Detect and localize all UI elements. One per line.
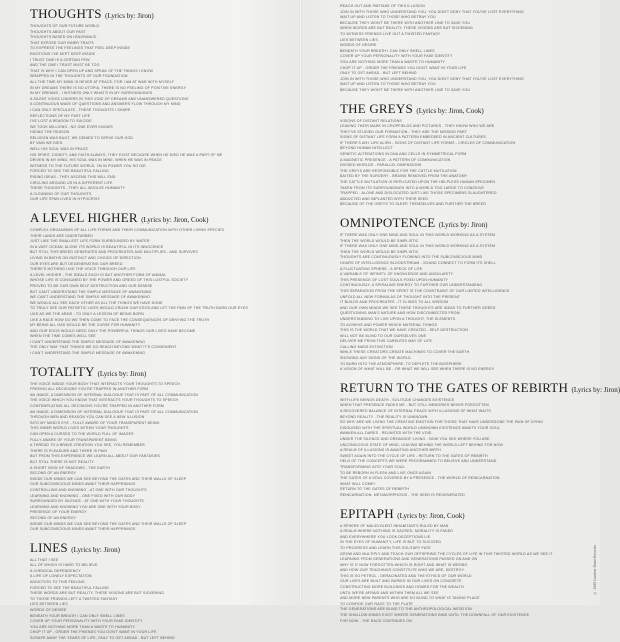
lyric-line: CAN OPEN A CURSED TO THE WORLD FULL OF IMAGES [30,432,292,438]
lyric-line: TO BE REBORN IN FLESH AND LIVE ONCE AGAIN [340,471,580,477]
lyric-line: PROVED TO BE OUR OWN SELF DESTRUCTION AND OUR DEMISE [30,284,292,290]
left-column [30,4,292,602]
lyric-line: WORDS OF DESIRE [340,43,580,49]
lyric-line: CONTEMPLATING ALL DECISIONS YOU'RE TRAPPED IN ANOTHER FORM [30,404,292,410]
lyric-line: LEARNING AND KNOWING - ONE FIXED WITH OUR BODY [30,494,292,500]
lyric-line: AWAKEN ALL DARES - REUNITED WITH THE VOID [340,431,580,437]
lyric-line: INSIDE OUR MINDS WE CAN SEE BEYOND THE GATES AND THEIR WALLS OF SLEEP [30,477,292,483]
lyric-line: BENEATH YOUR BREATH I CAN ONLY SMELL LINES [30,614,292,620]
lyric-line: BECAUSE THEY WON'T BE THERE WITH ANOTHER LINE TO SAVE YOU [340,88,580,94]
lyric-line: WAIT UP AND LISTEN TO THOSE WHO BETRAY YOU [340,82,580,88]
lyric-line: AND HOW OUR TEACHINGS CONSTITUTE WHO WE ARE, DESTROY [340,568,580,574]
lyric-line: FOR NOW - THE RACE CONTINUES ON [340,619,580,625]
lyric-line: A REALM OF ILLUSIONS IS AWAITING ANOTHER BIRTH [340,448,580,454]
lyric-line: ALL THAT I SEE [30,558,292,564]
lyric-line: THEY'VE STUDIED OUR FORMATION - THEY ARE THE MISSING PART [340,130,580,136]
lyric-line: I'VE LOST A REASON TO SUICIDE [30,119,292,125]
lyric-line: A CHEMICAL DEPENDENCY [30,569,292,575]
lyric-line: FULLY AWARE OF YOUR TRANSPARENT BEING [30,438,292,444]
lyric-line: THIS SEPARATION FROM THE SPIRIT IS THE CONSTRAINT OF OUR LIMITED INTELLIGENCE [340,289,580,295]
lyric-line: THE VOICE INSIDE YOUR BODY THAT INTERACTS YOUR THOUGHTS TO SPEECH [30,382,292,388]
lyric-line: A CLEANING OF OUR THOUGHTS [30,192,292,198]
lyric-line: YOU ARE NOTHING MORE THAN A WASTE TO HUMANITY [30,625,292,631]
lyric-line: WE WOULD ALL SEE EACH OTHER AS ALL THE THINGS WE HAVE DONE [30,301,292,307]
lyric-line: TO CONFIDE OUR RACE TO THE PLATE [340,602,580,608]
copyright-note: © 1995 Nuclear Blast Records [593,545,597,595]
lyric-line: THOUGHTS OF OUR FUTURE WORLD [30,24,292,30]
lyric-line: GROW AND MULTIPLY AND TEACH OUR OFFSPRING THE CYCLES OF LIFE IN THIS TWISTED WORLD AS WE SEE IT [340,552,580,558]
lyric-line: SECOND OF AN ENERGY [30,516,292,522]
lyric-line: A LIFE OF LONELY EXPECTATION [30,574,292,580]
lyric-line: A LEVEL HIGHER - THE IDEALS EACH IS BUT ANOTHER FORM OF ANIMAL [30,273,292,279]
lyric-line: COVER UP YOUR PERSONALITY WITH YOUR FAKE IDENTITY [340,54,580,60]
lyric-line: I CAN'T UNDERSTAND THE SIMPLE MESSAGE OF AWAKENING [30,351,292,357]
lyric-line: AND OUR OWN MINDS WE SEE THESE THOUGHTS ARE IDEAS TO FURTHER GREED [340,306,580,312]
lyric-line: THROUGH MEN AND REASON YOU CAN SEE A NEW ILLUSION [30,415,292,421]
song-title-text: A LEVEL HIGHER [30,210,138,225]
song-title-text: EPITAPH [340,506,394,521]
lyric-line: FORCED TO SEE THE BEAUTIFUL FALLING [30,586,292,592]
lyric-line: SCRAPE AWAY THE YEARS OF LIFE, ONLY TO GET AHEAD - BUT LEFT BEHIND [30,636,292,642]
lyric-line: LIES BETWEEN LIES [340,38,580,44]
lyric-line: WE TOOK MILLIONS - NO ONE EVER KNOWS [30,125,292,131]
lyric-line: REACH OUT AND PARTAKE OF THIS ILLUSION [340,4,580,10]
lyric-line: THOUGHTS BASED ON IGNORANCE [30,35,292,41]
lyric-line: GENETIC ALTERATIONS IN DNA AND CELLS IN SYMMETRICAL FORM [340,152,580,158]
lyric-line: LIKE A RACE HOW DO WE THEN COME TO FACE THE CONSEQUENCES OF DENYING THE TRUTH [30,318,292,324]
lyric-line: LIES BETWEEN LIES [30,602,292,608]
lyrics-body [340,524,580,625]
lyric-line: YOU ARE NOTHING MORE THAN A WASTE TO HUMANITY [340,60,580,66]
lyric-line: WITNESS TO THE FUTURE WORLD, I'M IN POWER YOU SO DIE [30,164,292,170]
lyric-line: OUR SUBCONSCIOUS MINDS AWAIT THEIR HAPPENINGS [30,527,292,533]
lyric-line: LEAVING THEIR MARK IN CROPFIELDS AND PICTURES - THEY KNOW WHO WE ARE [340,124,580,130]
lyric-line: I CAN'T UNDERSTAND THE SIMPLE MESSAGE OF AWAKENING [30,340,292,346]
lyric-line: TO EXPRESS THE FEELINGS THAT FEEL DEEP INSIDE [30,46,292,52]
lyric-line: THAT EXPOSE OUR INNER TRAITS [30,41,292,47]
lyric-line: THERE IS PLEASURE AND THERE IS PAIN [30,449,292,455]
lyric-line: FORCED TO SEE THE BEAUTIFUL FALLING [30,169,292,175]
lyric-line: IF THERE WAS ONLY ONE MIND AND SOUL IN THIS WORLD WORKING AS A SYSTEM [340,244,580,250]
lyric-line: CONTROLLING AND KNOWING - AT ONE WITH OUR THOUGHTS [30,488,292,494]
lyric-line: VISIONS OF DISTANT RELATIONS [340,119,580,125]
lyric-line: THE GREYS ARE RESPONSIBLE FOR THE CATTLE MUTILATION [340,169,580,175]
lyric-line: DISGUISED WITH THE SPIRITUAL WORLD UNKNOWN EXISTENCE AWAITS YOUR SOUL [340,426,580,432]
lyric-line: BENEATH YOUR BREATH I CAN ONLY SMELL LINES [340,49,580,55]
lyrics-body [340,233,580,373]
lyric-line: UNCONSCIOUS STATE OF MIND, LEAVING BEHIND THE WORLD LEFT BEHIND FOR NOW [340,443,580,449]
lyric-line: FREEING ALL DECISIONS YOU'RE TRAPPED IN ANOTHER FORM [30,387,292,393]
lyric-line: CIRCLING AROUND US IN A DIFFERENT LIFE [30,181,292,187]
lyrics-body [340,119,580,209]
lyric-line: COMPLEX ORGANISMS OF ALL LIFE FORMS AND THEIR COMMUNICATION WITH OTHER LIVING SPECIES [30,228,292,234]
lyric-line: ADDICTION TO THIS FEELING [30,580,292,586]
lyric-line: THESE THOUGHTS - THEY ALL INVOLVE HUMANITY [30,186,292,192]
song-title [30,210,292,226]
right-column [340,4,580,602]
lyric-line: SIGNS OF DISTANT LIFE FORM A PATTERN EMBEDDED IN ANCIENT CULTURES [340,135,580,141]
song-credit: (Lyrics by: Jiron) [572,386,620,394]
lyrics-body [30,558,292,642]
song-credit: (Lyrics by: Jiron) [439,221,488,229]
lyric-line: THEN THE WORLD WOULD BE SIMPLISTIC [340,239,580,245]
lyric-line: TAKEN FROM ITS SURROUNDINGS INTO A WORLD TOO LARGE TO CONCEIVE [340,186,580,192]
lyric-line: DELIVER ME FROM THIS CARELESS WAY OF LIFE [340,339,580,345]
lyric-line: AND EVERYWHERE YOU LOOK DECEPTIONS LIE [340,535,580,541]
lyric-line: IF THERE WAS ONLY ONE MIND AND SOUL IN THIS WORLD WORKING AS A SYSTEM [340,233,580,239]
lyric-line: SWEET AGAIN INTO THE CYCLE OF LIFE - RETURN TO THE GATES OF REBIRTH [340,454,580,460]
song-credit: (Lyrics by: Jiron, Cook) [416,107,483,115]
lyrics-body [30,228,292,357]
lyric-line: HELD OF THE CONCEPTS WE WERE PROGRAMMED TO BELIEVE AND UNDERSTAND [340,459,580,465]
lyric-line: WE CAN'T UNDERSTAND THE SIMPLE MESSAGE OF AWAKENING [30,295,292,301]
lyric-line: TO ACHIEVE AND POWER WHICH MATERIAL THINGS [340,323,580,329]
song-title [340,506,580,522]
song-block [340,215,580,373]
lyric-line: AN IMAGE, A DIMENSION OF INTERNAL DIALOGUE THAT IS PART OF ALL COMMUNICATION [30,393,292,399]
lyric-line: UNDER THE SILENCE AND DREAMSOF LIVING - NOW YOU SEE WHERE YOU ARE [340,437,580,443]
lyric-line: THIS PRESENCE OF LOST SOULS FIXED UPON HUMANITY [340,278,580,284]
lyric-line: I TRUST ONE IS A CERTAIN FEW [30,58,292,64]
song-credit: (Lyrics by: Jiron) [105,12,154,20]
song-credit: (Lyrics by: Jiron, Cook) [141,216,208,224]
song-title-text: OMNIPOTENCE [340,215,435,230]
lyrics-body [340,4,580,94]
song-title [30,6,292,22]
lyric-line: UNFOLD ALL NEW FORMULAS OF THOUGHT INTO THE PRESENT [340,295,580,301]
lyric-line: IN MY DREAMS - I WITNESS ONLY WHAT'S IN MY SURROUNDINGS [30,91,292,97]
lyric-line: IN A VAST OCEAN, ALONE ITS WORLD IS BEAUTIFUL IN ITS INNOCENCE [30,245,292,251]
lyric-line: THIS INNER WORLD LIVES WITHIN YOUR THOUGHTS [30,426,292,432]
lyric-line: ABDUCTED AND IMPLANTED WITH THEIR SEED [340,197,580,203]
lyric-line: MY BEING ALL HAS WOULD BE THE CURSE FOR HUMANITY [30,323,292,329]
lyric-line: PRESENCE OF YOUR ENERGY [30,510,292,516]
lyric-line: BUT STILL THERE IS NOT REALITY [30,460,292,466]
lyric-line: A THREAD TO A BRAVE CREATION YOU SEE, YOU REMEMBER [30,443,292,449]
lyric-line: LEARNING FROM GENERATIONS AND GENERATIONS PASSED ON AND ON [340,557,580,563]
song-title [340,215,580,231]
lyric-line: THIS IS SO PETROL - DERACINATED AND THE ETHICS OF OUR WORLD [340,574,580,580]
song-title-text: THE GREYS [340,101,413,116]
lyric-line: BY VAIN WE DIED [30,141,292,147]
lyric-line: WAIT UP AND LISTEN TO THOSE WHO BETRAY YOU [340,15,580,21]
lyric-line: CHOP IT UP - ORDER THE FRIENDS YOU DON'T WANT IN YOUR LIFE [30,630,292,636]
lyric-line: BECAUSE THEY WON'T BE THERE WITH ANOTHER LINE TO SAVE YOU [340,21,580,27]
lyric-line: TO TRULY SEE OUR PATHETIC LIVES WOULD CRUSH OUR EGOS AND LET THE PAIN OF THE TRUTH BURN OUR EYES [30,306,292,312]
song-credit: (Lyrics by: Jiron) [98,370,147,378]
lyric-line: WRAPPED IN THE THOUGHTS OF OUR FOUNDATION [30,74,292,80]
lyric-line: WORDS OF DESIRE [30,608,292,614]
lyric-line: AND OUR EGOS WOULD NEED ONLY THE POWERFUL THINGS OUR LIVES HAVE BECOME [30,329,292,335]
lyric-line: THERE'S NOTHING LIKE THE VOICE THROUGH OUR LIFE [30,267,292,273]
lyric-line: TO WITNESS FRIENDS LIVE OUT A TWISTED FANTASY [340,32,580,38]
lyrics-body [30,24,292,203]
lyric-line: TO THOSE FRIENDS LEFT A TWISTED FANTASY [30,597,292,603]
lyric-line: THE SHALLOW MINDS EXIST WHERE GENERATIONS BIND UNTIL THE DOWNFALL OF OUR EXISTENCE [340,613,580,619]
lyric-line: CHOP IT UP - ORDER THE FRIENDS YOU DON'T WANT IN YOUR LIFE [340,66,580,72]
lyric-line: TRAPPED - ALONE AND DISLOCATED JUST LIKE THOSE SPECIMENS SLAUGHTERED [340,191,580,197]
lyric-line: A RECOVERED BALANCE OF INTERNAL PEACE WITH ILLUSIONS OF WHAT WAITS [340,409,580,415]
lyric-line: ALL THE TIME MY MIND IS NEVER AT PEACE, FOR I AM AT WAR WITH MYSELF [30,80,292,86]
lyric-line: UNTIL WE'RE AFRAID AND WITHIN THEM ALL WE SEE [340,591,580,597]
lyric-line: AND MORE NEW PARENTS WHO ARE SO BLIND TO WHAT IS TAKING PLACE [340,596,580,602]
song-block [30,364,292,533]
lyric-line: IN MY DREAMS THERE IS NO UTOPIA, THERE IS NO FEELING OF POSITIVE ENERGY [30,86,292,92]
song-title-text: TOTALITY [30,364,94,379]
song-title [340,101,580,117]
lyric-line: INSIDE OUR MINDS WE CAN SEE BEYOND THE GATES AND THEIR WALLS OF SLEEP [30,522,292,528]
lyric-line: BUT STILL THIS BREED GENERATES AND PROCREATES AND MULTIPLIES - AND SURVIVES [30,250,292,256]
lyric-line: LEARNING AND KNOWING YOU ARE ONE WITH YOUR BODY [30,505,292,511]
lyric-line: DIVIDED WORLDS - PARALLEL DIMENSIONS [340,163,580,169]
song-title [340,380,580,396]
lyric-line: SECOND OF AN ENERGY [30,471,292,477]
song-block [340,506,580,625]
song-credit: (Lyrics by: Jiron, Cook) [397,512,464,520]
song-block [340,380,580,499]
lyric-line: OUR LIVES ARE BUILT AND BURIED IN OUR LIVES ON CONCRETE [340,579,580,585]
lyric-line: TO PROGRESS AND LEARN THIS SOLITARY FATE [340,546,580,552]
lyric-line: IN THE EYES OF HUMANITY, LIFE IS BUT TO SUCCEED [340,540,580,546]
lyric-line: EMOTIONS I'VE KEPT DEEP INSIDE [30,52,292,58]
lyric-line: WHILE THESE CREATORS CREATE MACHINES TO COVER THE EARTH [340,350,580,356]
lyric-line: SHOWING ANY SIGNS OF THE WORLD [340,356,580,362]
lyric-line: ALL OF WHICH IS HARD TO BELIEVE [30,563,292,569]
lyric-line: BUT CAN'T UNDERSTAND THE SIMPLE MESSAGE OF AWAKENING [30,290,292,296]
song-credit: (Lyrics by: Jiron) [71,546,120,554]
song-block [340,4,580,94]
lyric-line: REINCARNATION, METAMORPHOSIS - THE SEED IS REGENERATED [340,493,580,499]
lyric-line: WELL HIS SOUL WAS IN PEACE [30,147,292,153]
lyrics-body [340,398,580,499]
lyric-line: A CONTINUOUS WAVE OF QUESTIONS AND ANSWERS FLOW THROUGH MY MIND [30,102,292,108]
lyric-line: WHEN THE TIME COMES WELL SEE [30,334,292,340]
lyric-line: A VARIABLE OF INFINITY, OF KNOWLEDGE AND ANGULARITY [340,272,580,278]
lyric-line: SO WHY ARE WE LIVING THE CREATING EMOTION FOR THOSE THAT HAVE UNDERGONE THE PAIN OF DYING [340,420,580,426]
lyric-line: COVER UP YOUR PERSONALITY WITH YOUR FAKE IDENTITY [30,619,292,625]
lyric-line: TRANSFORMING INTO YOUR SOUL [340,465,580,471]
lyric-line: A MAGNETIC PRESENCE - A PATTERN OF COMMUNICATION [340,158,580,164]
song-block [30,210,292,357]
lyric-line: A SPHERE OF MALEVOLENT INHABITANTS RULED BY MAN [340,524,580,530]
lyric-line: BECAUSE OF THE GREYS TO SLEEP, THEMSELVES AND FURTHER THE BREED [340,202,580,208]
lyric-line: BEYOND REALITY - THE REALITY IS UNKNOWN [340,415,580,421]
lyric-line: HIDING THE REASON [30,130,292,136]
lyric-line: AND THE ONE I TRUST MUST BE TOO [30,63,292,69]
lyric-line: SURROUNDED BY SILENCE - AT ONE WITH YOUR THOUGHTS [30,499,292,505]
lyric-line: THOUGHTS ABOUT OUR PAST [30,30,292,36]
lyric-line: JOIN IN WITH THOSE WHO UNDERSTAND YOU, YOU DON'T DENY THAT YOU'VE LOST EVERYTHING [340,77,580,83]
lyric-line: THESE WORDS ARE BUT REALITY, THESE VISIONS ARE BUT SICKENING [30,591,292,597]
lyric-line: THOUGHTS ARE CONTINUOUSLY FLOWING INTO THE SUBCONSCIOUS MIND [340,255,580,261]
lyric-line: A FLUCTUATING SPHERE - A SPECK OF LIFE [340,267,580,273]
lyric-line: JUST LIKE THE SMALLEST LIFE FORM SURROUNDED BY WATER [30,239,292,245]
lyric-line: A VISION OF WHAT WILL BE - OR WHAT WE WILL SEE WHEN THERE IS NO ENERGY [340,367,580,373]
lyric-line: BUT FROM THIS EXPERIENCE WE LEARN ALL ABOUT OUR FANTASIES [30,454,292,460]
song-block [30,540,292,642]
lyric-line: THE ONLY WAY THAT THINGS WE DO REACH BEYOND WHAT IT'S CONVENIENT [30,345,292,351]
lyric-line: CALLING MASS EXTINCTION [340,345,580,351]
lyric-line: THE VOICE WHICH YOU KNOW THAT INTERACTS YOUR THOUGHTS TO SPEECH [30,398,292,404]
lyric-line: DRIVEN IN MY MIND, HIS SOUL WAS IN MINE, WHEN HE WAS IN PEACE [30,158,292,164]
lyric-line: BEYOND HUMAN INTELLECT [340,146,580,152]
song-title [30,540,292,556]
lyric-line: OUR LIFE SPAN LIVED IN HYPOCRISY [30,197,292,203]
lyric-line: RISING IDEAS - THEY ASCEND THIS WILL END [30,175,292,181]
lyric-line: BAITED BY THE SURGERY - BRAINS REMOVED FROM THE ANATOMY [340,174,580,180]
lyric-line: THE CATTLE MUTILATION IS REPLICATED UPON THE HELPLESS HUMAN SPECIMEN [340,180,580,186]
lyric-line: LIKE AS WE THE ARMS - TO ONLY A LESSON OF BEING BORN [30,312,292,318]
lyric-line: THE GENERATIONS ARE BLIND TO THE ANTHROPOLOGICAL IMITATION [340,607,580,613]
song-block [30,6,292,203]
song-title-text: RETURN TO THE GATES OF REBIRTH [340,380,568,395]
lyric-line: RETURN TO THE GATES OF REBIRTH [340,487,580,493]
lyric-line: WHOSE LIFE IS CONSUMED BY THE POWER AND GREED OF THIS LUSTFUL SOCIETY [30,278,292,284]
lyric-line: WHY IS IT NOW FORGOTTEN WHICH IS RIGHT AND WHAT IS WRONG [340,563,580,569]
lyric-line: THIS IS THE WORLD THAT WE HAVE CREATED - SELF-DESTRUCTION [340,328,580,334]
lyric-line: WHAT WILL COME? [340,482,580,488]
lyric-line: RELIGION WAS BUILT, WE DENIED TO SERVE OUR GOD [30,136,292,142]
lyric-line: I CAN ONLY SPECULATE - THESE THOUGHTS I SHARE [30,108,292,114]
lyric-line: INTO MY MIND'S EYE - FULLY AWARE OF YOUR TRANSPARENT BEING [30,421,292,427]
song-block [340,101,580,209]
lyric-line: ONLY TO GET AHEAD - BUT LEFT BEHIND [340,71,580,77]
lyrics-body [30,382,292,533]
lyric-line: OUR SUBCONSCIOUS MINDS AWAIT THEIR HAPPENINGS [30,482,292,488]
lyric-line: WHEN WORDS ARE BUT REALITY, THESE VISIONS ARE BUT SICKENING [340,26,580,32]
lyric-line: THE GATES OF A SOUL COVERED BY A PRESENCE - THE WORLD OF REINCARNATION [340,476,580,482]
lyric-line: THAT IS WHY I CAN OPEN UP AND SPEAK OF THE THINGS I KNOW [30,69,292,75]
lyric-line: IF THERE'S ANY LIFE ALIEN - SIGNS OF DISTANT LIFE FORMS - CIRCLES OF COMMUNICATION [340,141,580,147]
page-fold [299,0,302,605]
lyric-line: WITH LIFE BEINGS DEATH - SOLITUDE CHANGES EXISTENCE [340,398,580,404]
lyric-line: CONSTRUCTING MORE BUILDINGS AND HOMES FOR THE WEALTH [340,585,580,591]
lyric-line: HIS SPIRIT, DIGNITY, AND FAITH ALWAYS, THEY EXIST BECAUSE WHEN HE DIED HE WAS A PART OF ME [30,153,292,159]
lyric-line: IT BUILDS AND PROCREATES - IT CLINGS TO ALL WISDOM [340,300,580,306]
lyric-line: THEIR LANDS ARE UNDISTURBED [30,234,292,240]
lyric-line: THEN THE WORLD WOULD BE SIMPLISTIC [340,250,580,256]
lyric-line: JOIN IN WITH THOSE WHO UNDERSTAND YOU, YOU DON'T DENY THAT YOU'VE LOST EVERYTHING [340,10,580,16]
song-title-text: LINES [30,540,68,555]
lyric-line: LIVING IN BATHS ON INSTINCT AND CHOICE OF DIRECTION [30,256,292,262]
song-title [30,364,292,380]
lyric-line: UNDERSTANDING TO LIVE UPON A THOUGHT, THE ELEMENTS [340,317,580,323]
lyric-line: WHEN THAT PRESENCE FADES ME - BUT STILL MEMORIES NEVER FORGOTTEN [340,403,580,409]
lyric-line: OUR EYES ARE BUT DEGENERATING OUR BREED [30,262,292,268]
lyric-line: WILL NOT BE BLIND TO OUR OURSELVES ONE [340,334,580,340]
lyric-line: REFLECTIONS OF MY PAST LIFE [30,114,292,120]
lyric-line: CONTINUOUSLY, A SPIRALING ENERGY TO FURTHER OUR UNDERSTANDING [340,283,580,289]
lyric-line: A REALM WHERE NOTHING IS SACRED, MORALITY IS FADED [340,529,580,535]
lyric-line: HOURS OF INTELLIGENCE BLOODSTREAM - SOUND CONNECT TO FORM ITS SHELL [340,261,580,267]
lyric-line: AN IMAGE, A DIMENSION OF INTERNAL DIALOGUE THAT IS PART OF ALL COMMUNICATION [30,410,292,416]
lyric-line: QUESTIONING MAN'S NATURE AND HOW DISCONNECTED FROM [340,311,580,317]
song-title-text: THOUGHTS [30,6,102,21]
lyric-line: TO BURN INTO THE ATMOSPHERE, TO DEPLETE THE BIOSPHERE [340,362,580,368]
lyric-line: A SILENT VOICE LINGERS IN THIS VOID OF DREAMS AND UNANSWERED QUESTIONS [30,97,292,103]
lyric-line: A SHORT VIEW OF SHADOWS - THE EARTH [30,466,292,472]
